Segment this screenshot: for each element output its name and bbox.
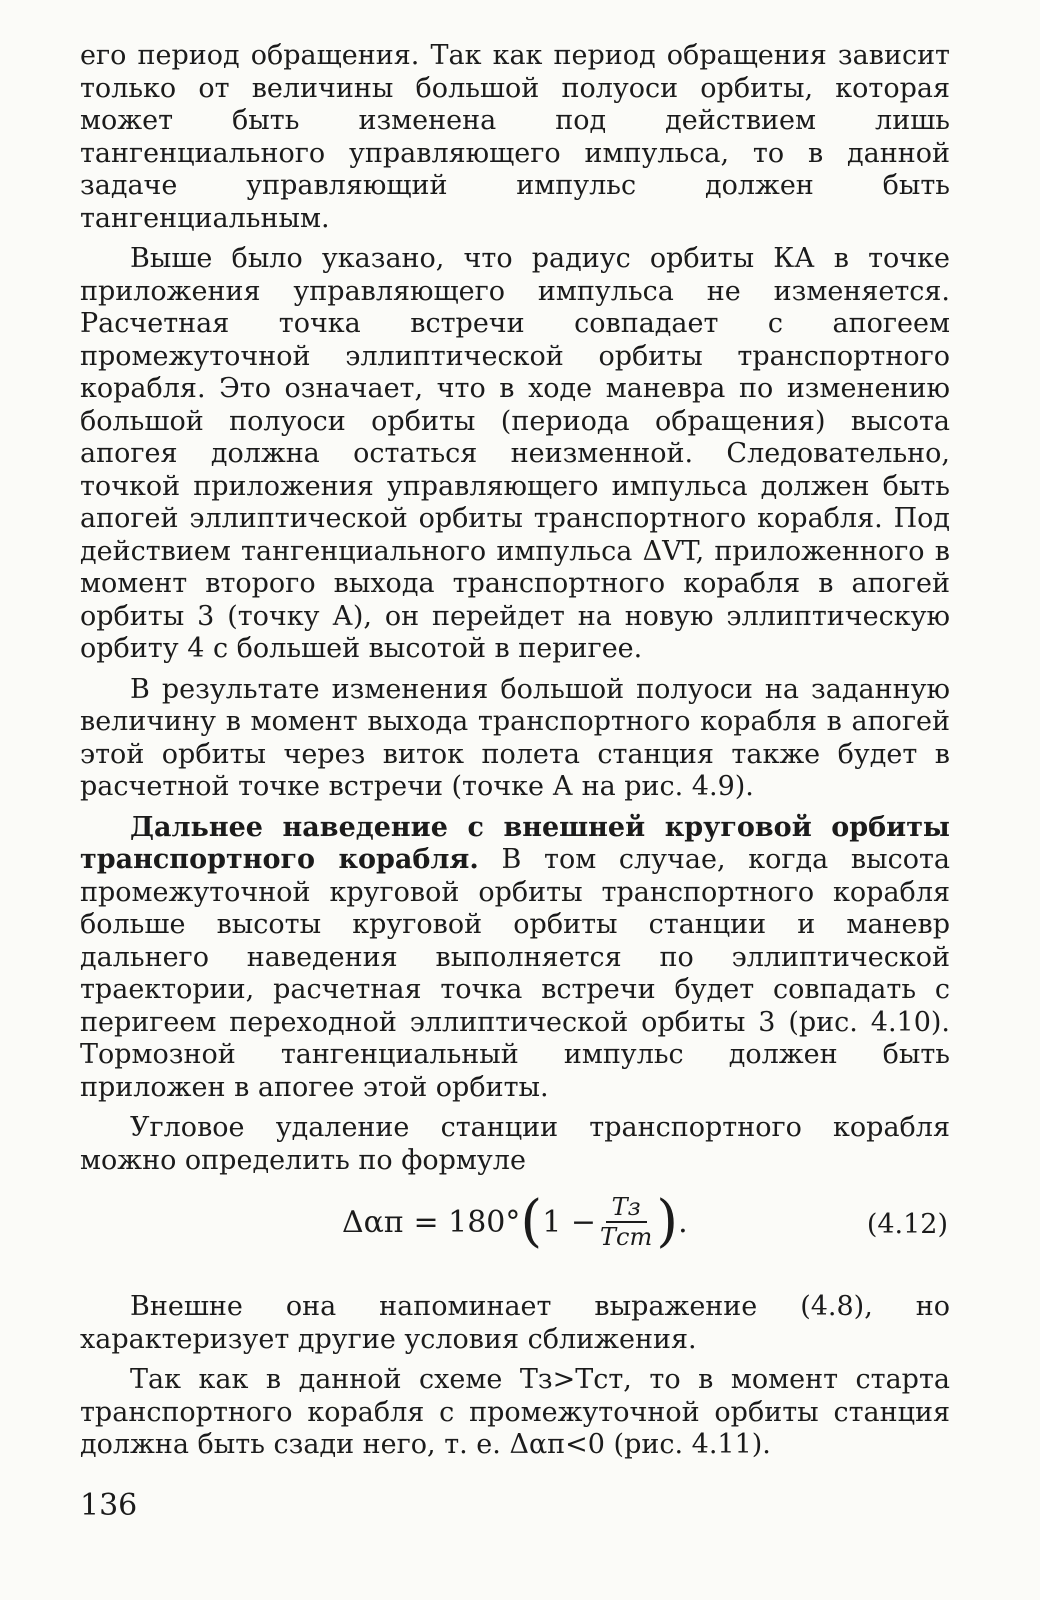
section-body: В том случае, когда высота промежуточной круговой орбиты транспортного корабля больше высоты круговой орбиты станции и маневр дальнего наведения выполняется по эллиптической траектории, расчетная точка встречи будет совпадать с перигеем переходной эллиптической орбиты 3 (рис. 4.10). Тормозной тангенциальный импульс должен быть приложен в апогее этой орбиты.	[80, 844, 951, 1103]
equation-number: (4.12)	[866, 1209, 948, 1240]
paragraph-3: В результате изменения большой полуоси на заданную величину в момент выхода транспортного корабля в апогей этой орбиты через виток полета станция также будет в расчетной точке встречи (точке А на рис. 4.9).	[80, 673, 950, 802]
formula-lhs: Δαп = 180°	[342, 1204, 521, 1240]
formula-one-minus: 1 −	[542, 1204, 597, 1240]
paragraph-after-2: Так как в данной схеме Tз>Tст, то в момент старта транспортного корабля с промежуточной орбиты станция должна быть сзади него, т. е. Δαп<0 (рис. 4.11).	[80, 1364, 950, 1460]
formula-block	[80, 1185, 950, 1273]
paragraph-formula-intro: Угловое удаление станции транспортного корабля можно определить по формуле	[80, 1112, 950, 1176]
section-paragraph	[80, 812, 950, 1105]
right-paren: )	[656, 1189, 679, 1254]
fraction-denominator: Tст	[600, 1223, 653, 1251]
left-paren: (	[520, 1189, 543, 1254]
page-text	[80, 40, 950, 1470]
fraction	[600, 1193, 652, 1251]
paragraph-after-1: Внешне она напоминает выражение (4.8), но характеризует другие условия сближения.	[80, 1291, 950, 1355]
fraction-numerator: Tз	[606, 1193, 647, 1223]
paragraph-2: Выше было указано, что радиус орбиты КА в точке приложения управляющего импульса не изменяется. Расчетная точка встречи совпадает с апогеем промежуточной эллиптической орбиты транспортного корабля. Это означает, что в ходе маневра по изменению большой полуоси орбиты (периода обращения) высота апогея должна остаться неизменной. Следовательно, точкой приложения управляющего импульса должен быть апогей эллиптической орбиты транспортного корабля. Под действием тангенциального импульса ΔVT, приложенного в момент второго выхода транспортного корабля в апогей орбиты 3 (точку А), он перейдет на новую эллиптическую орбиту 4 с большей высотой в перигее.	[80, 243, 950, 664]
page-number: 136	[80, 1488, 138, 1523]
paragraph-1: его период обращения. Так как период обращения зависит только от величины большой полуоси орбиты, которая может быть изменена под действием лишь тангенциального управляющего импульса, то в данной задаче управляющий импульс должен быть тангенциальным.	[80, 40, 950, 234]
formula	[342, 1189, 688, 1254]
formula-period: .	[678, 1204, 688, 1240]
section-heading: Дальнее наведение с внешней круговой орбиты транспортного корабля.	[80, 811, 950, 875]
